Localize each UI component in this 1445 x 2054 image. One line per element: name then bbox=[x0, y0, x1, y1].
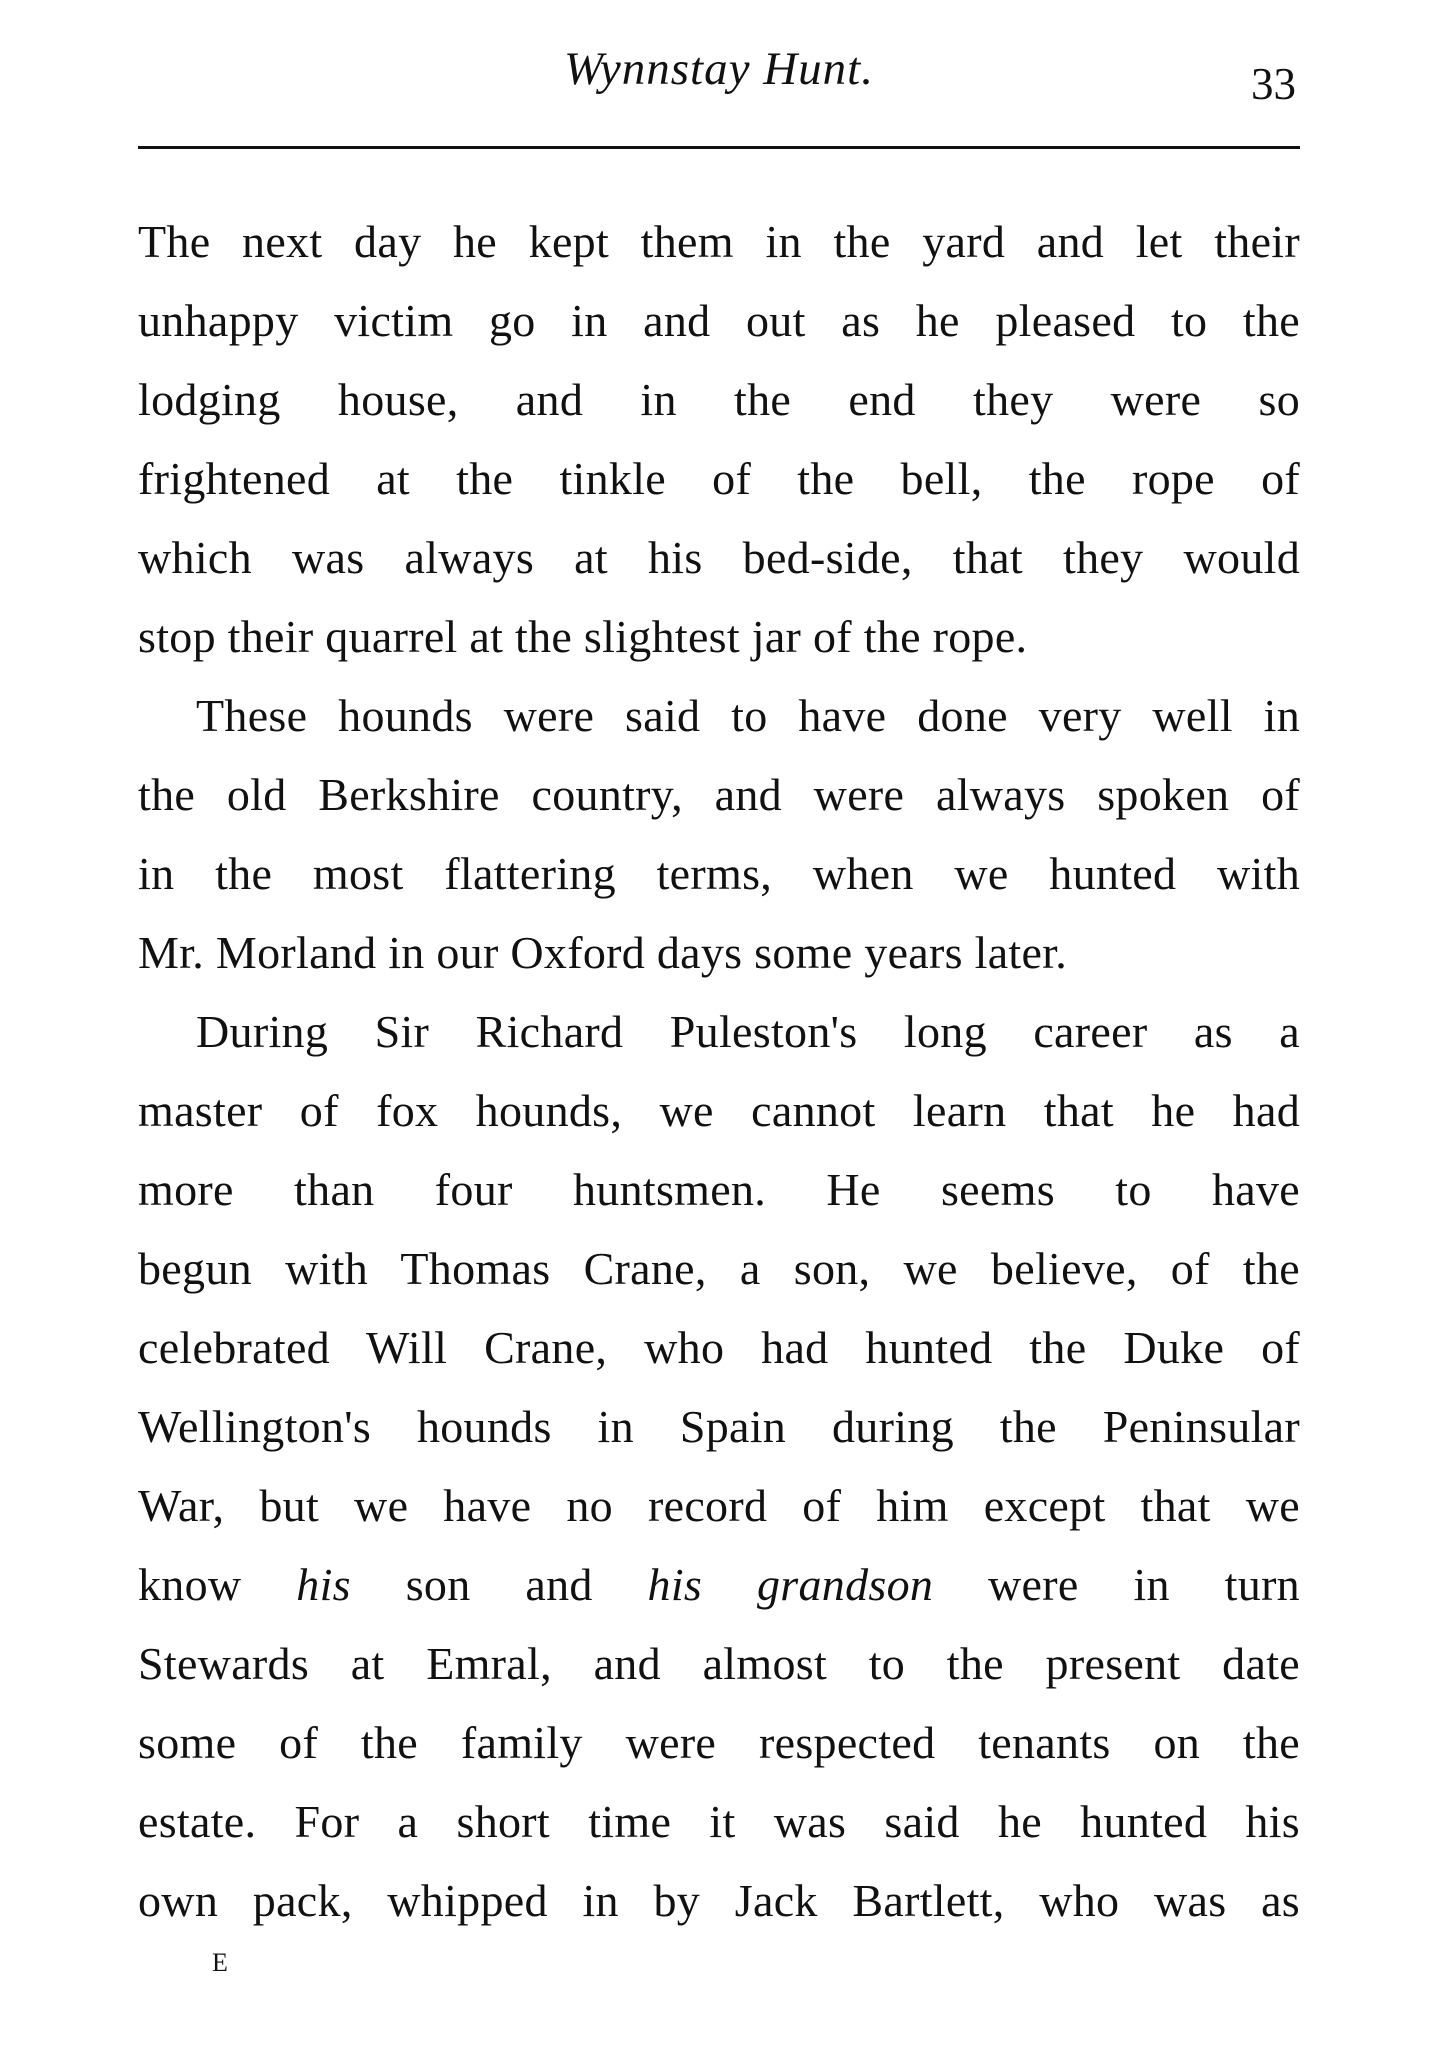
text-line: lodging house, and in the end they were so bbox=[138, 374, 1300, 425]
text-fragment: were in turn bbox=[933, 1559, 1300, 1610]
text-line: Wellington's hounds in Spain during the Peninsular bbox=[138, 1401, 1300, 1452]
text-line: celebrated Will Crane, who had hunted the Duke of bbox=[138, 1322, 1300, 1373]
text-line: begun with Thomas Crane, a son, we believe, of the bbox=[138, 1243, 1300, 1294]
text-line: estate. For a short time it was said he hunted his bbox=[138, 1796, 1300, 1847]
italic-word: his bbox=[296, 1559, 351, 1610]
text-line: The next day he kept them in the yard and let their bbox=[138, 216, 1300, 267]
running-title: Wynnstay Hunt. bbox=[564, 43, 874, 95]
page-number: 33 bbox=[1251, 59, 1296, 109]
text-line: stop their quarrel at the slightest jar of the rope. bbox=[138, 611, 1028, 662]
text-fragment: know bbox=[138, 1559, 297, 1610]
page-header bbox=[138, 22, 1300, 142]
text-line-italic bbox=[138, 1545, 1300, 1624]
text-line: Stewards at Emral, and almost to the present date bbox=[138, 1638, 1300, 1689]
text-line: more than four huntsmen. He seems to have bbox=[138, 1164, 1300, 1215]
text-line: some of the family were respected tenants on the bbox=[138, 1717, 1300, 1768]
text-line: These hounds were said to have done very well in bbox=[196, 690, 1300, 741]
text-fragment: son and bbox=[350, 1559, 648, 1610]
text-line: own pack, whipped in by Jack Bartlett, who was as bbox=[138, 1875, 1300, 1926]
text-line: frightened at the tinkle of the bell, the rope of bbox=[138, 453, 1300, 504]
text-line: Mr. Morland in our Oxford days some years later. bbox=[138, 927, 1068, 978]
text-line: which was always at his bed-side, that they would bbox=[138, 532, 1300, 583]
body-text bbox=[138, 202, 1300, 1940]
header-rule bbox=[138, 146, 1300, 149]
text-line: in the most flattering terms, when we hunted with bbox=[138, 848, 1300, 899]
text-line: unhappy victim go in and out as he pleased to the bbox=[138, 295, 1300, 346]
text-line: the old Berkshire country, and were always spoken of bbox=[138, 769, 1300, 820]
italic-phrase: his grandson bbox=[647, 1559, 934, 1610]
text-line: During Sir Richard Puleston's long career as a bbox=[196, 1006, 1300, 1057]
signature-mark: E bbox=[212, 1948, 228, 1977]
text-line: War, but we have no record of him except that we bbox=[138, 1480, 1300, 1531]
text-line: master of fox hounds, we cannot learn that he had bbox=[138, 1085, 1300, 1136]
